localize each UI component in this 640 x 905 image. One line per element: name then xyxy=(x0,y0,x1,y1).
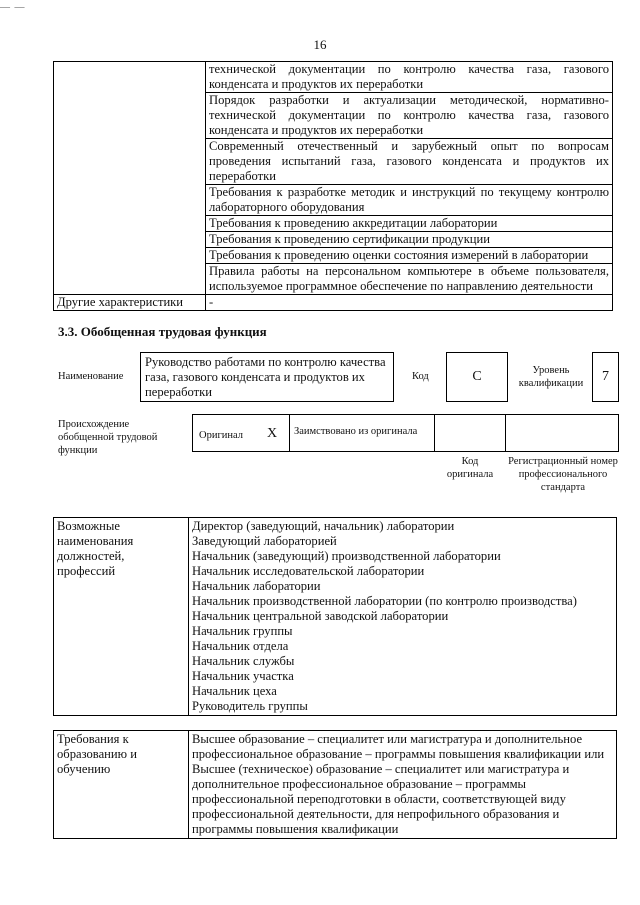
list-item: Начальник службы xyxy=(192,654,295,668)
education-text xyxy=(189,731,617,839)
table-row: Современный отечественный и зарубежный опыт по вопросам проведения испытаний газа, газового конденсата и продуктов их переработки xyxy=(206,139,613,185)
reg-number-cell xyxy=(505,414,619,452)
section-title: 3.3. Обобщенная трудовая функция xyxy=(58,324,267,339)
name-value: Руководство работами по контролю качества газа, газового конденсата и продуктов их переработки xyxy=(140,352,394,402)
table-row: технической документации по контролю качества газа, газового конденсата и продуктов их переработки xyxy=(206,62,613,93)
level-label: Уровень квалификации xyxy=(518,365,584,389)
table-row: Правила работы на персональном компьютере в объеме пользователя, используемое программное обеспечение по направлению деятельности xyxy=(206,264,613,295)
list-item: Начальник исследовательской лаборатории xyxy=(192,564,425,578)
original-label: Оригинал xyxy=(199,430,243,441)
other-characteristics-value: - xyxy=(206,295,613,311)
origin-label: Происхождение обобщенной трудовой функции xyxy=(58,419,158,456)
list-item: Начальник цеха xyxy=(192,684,277,698)
list-item: Начальник группы xyxy=(192,624,293,638)
code-original-cell xyxy=(434,414,506,452)
borrowed-cell xyxy=(289,414,435,452)
list-item: Начальник участка xyxy=(192,669,294,683)
borrowed-label: Заимствовано из оригинала xyxy=(294,426,418,437)
code-original-label: Код оригинала xyxy=(446,456,494,480)
list-item: Директор (заведующий, начальник) лаборатории xyxy=(192,519,455,533)
list-item: Начальник (заведующий) производственной лаборатории xyxy=(192,549,501,563)
positions-list xyxy=(189,518,617,716)
positions-label: Возможные наименования должностей, профессий xyxy=(54,518,189,716)
list-item: Начальник лаборатории xyxy=(192,579,321,593)
list-item: Начальник центральной заводской лаборатории xyxy=(192,609,449,623)
page-number: 16 xyxy=(313,37,327,52)
reg-number-label: Регистрационный номер профессионального стандарта xyxy=(508,456,618,493)
other-characteristics-label: Другие характеристики xyxy=(54,295,206,311)
positions-table xyxy=(53,517,617,716)
table-row: Требования к проведению аккредитации лаборатории xyxy=(206,216,613,232)
list-item: Начальник отдела xyxy=(192,639,289,653)
level-value: 7 xyxy=(592,352,619,402)
list-item: Заведующий лабораторией xyxy=(192,534,337,548)
table-row: Порядок разработки и актуализации методической, нормативно-технической документации по контролю качества газа, газового конденсата и продуктов их переработки xyxy=(206,93,613,139)
header-marks: — — xyxy=(0,2,26,13)
list-item: Руководитель группы xyxy=(192,699,308,713)
code-label: Код xyxy=(412,371,429,382)
code-value: C xyxy=(446,352,508,402)
education-text-1: Высшее образование – специалитет или магистратура и дополнительное профессиональное образование – программы повышения квалификации или xyxy=(192,732,605,761)
table-row: Требования к проведению сертификации продукции xyxy=(206,232,613,248)
table-row: Требования к проведению оценки состояния измерений в лаборатории xyxy=(206,248,613,264)
education-label: Требования к образованию и обучению xyxy=(54,731,189,839)
original-mark: X xyxy=(267,426,278,441)
list-item: Начальник производственной лаборатории (по контролю производства) xyxy=(192,594,577,608)
knowledge-table xyxy=(53,61,613,311)
education-text-2: Высшее (техническое) образование – специалитет или магистратура и дополнительное профессиональное образование – программы профессиональной переподготовки в области, соответствующей виду профессиональной деятельности, для непрофильного образования и программы повышения квалификации xyxy=(192,762,570,836)
education-table xyxy=(53,730,617,839)
table-row: Требования к разработке методик и инструкций по текущему контролю лабораторного оборудования xyxy=(206,185,613,216)
original-cell xyxy=(192,414,290,452)
table-label-cell xyxy=(54,62,206,295)
name-label: Наименование xyxy=(58,371,124,382)
